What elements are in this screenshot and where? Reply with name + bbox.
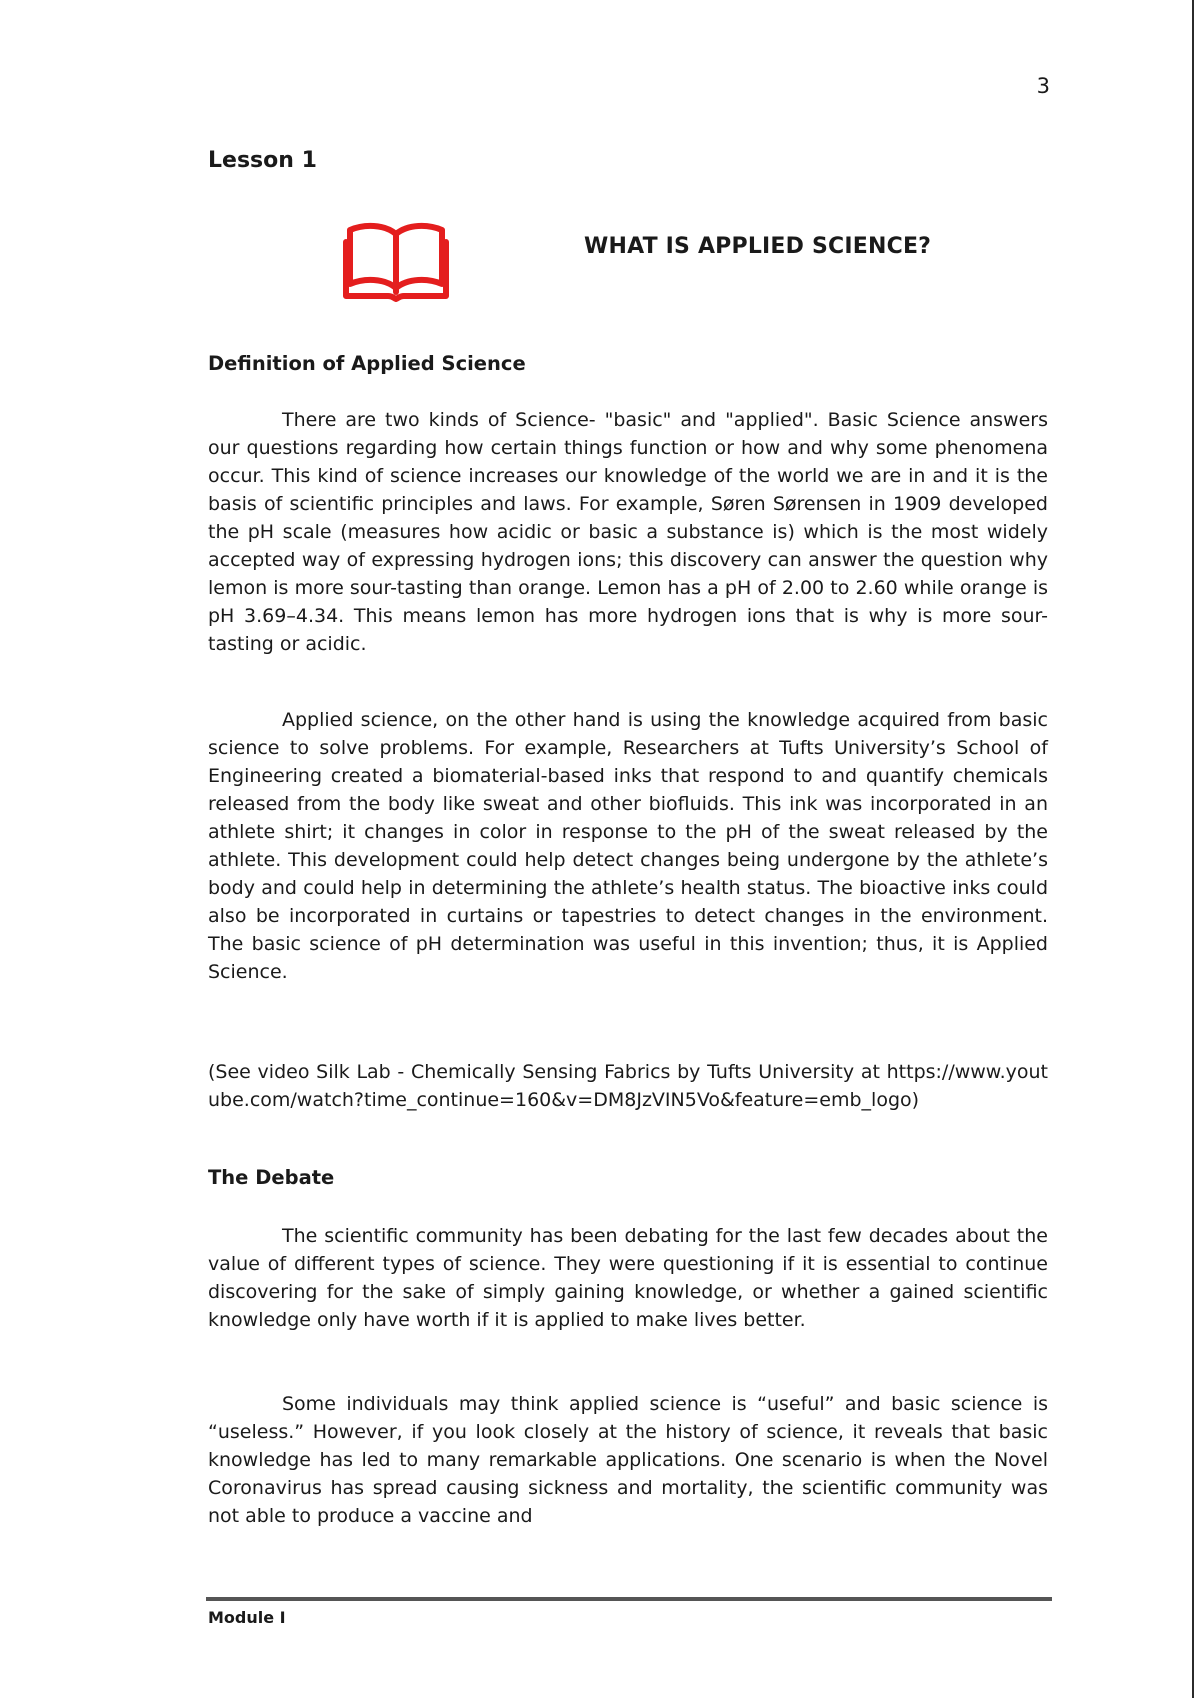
- video-note: (See video Silk Lab - Chemically Sensing Fabrics by Tufts University at: [208, 1061, 880, 1083]
- lesson-label: Lesson 1: [208, 148, 317, 173]
- footer-divider: [206, 1597, 1052, 1601]
- debate-paragraph-1: The scientific community has been debating for the last few decades about the value of different types of science. They were questioning if it is essential to continue discovering for the sake of simply gaining knowledge, or whether a gained scientific knowledge only have worth if it is applied to make lives better.: [208, 1225, 1048, 1331]
- video-link[interactable]: https://www.youtube.com/watch?time_continue=160&v=DM8JzVIN5Vo&feature=emb_logo): [208, 1061, 1049, 1111]
- section-heading-definition: Definition of Applied Science: [208, 352, 526, 375]
- video-reference: [208, 1058, 1048, 1114]
- footer-label: Module I: [208, 1608, 286, 1627]
- debate-paragraph-2: Some individuals may think applied science is “useful” and basic science is “useless.” However, if you look closely at the history of science, it reveals that basic knowledge has led to many remarkable applications. One scenario is when the Novel Coronavirus has spread causing sickness and mortality, the scientific community was not able to produce a vaccine and: [208, 1393, 1048, 1527]
- definition-paragraph-2: Applied science, on the other hand is using the knowledge acquired from basic science to solve problems. For example, Researchers at Tufts University’s School of Engineering created a biomaterial-based inks that respond to and quantify chemicals released from the body like sweat and other biofluids. This ink was incorporated in an athlete shirt; it changes in color in response to the pH of the sweat released by the athlete. This development could help detect changes being undergone by the athlete’s body and could help in determining the athlete’s health status. The bioactive inks could also be incorporated in curtains or tapestries to detect changes in the environment. The basic science of pH determination was useful in this invention; thus, it is Applied Science.: [208, 709, 1048, 983]
- page-title: WHAT IS APPLIED SCIENCE?: [584, 234, 932, 259]
- definition-paragraph-1: There are two kinds of Science- "basic" and "applied". Basic Science answers our questions regarding how certain things function or how and why some phenomena occur. This kind of science increases our knowledge of the world we are in and it is the basis of scientific principles and laws. For example, Søren Sørensen in 1909 developed the pH scale (measures how acidic or basic a substance is) which is the most widely accepted way of expressing hydrogen ions; this discovery can answer the question why lemon is more sour-tasting than orange. Lemon has a pH of 2.00 to 2.60 while orange is pH 3.69–4.34. This means lemon has more hydrogen ions that is why is more sour-tasting or acidic.: [208, 409, 1048, 655]
- page-number: 3: [1036, 74, 1050, 98]
- section-heading-debate: The Debate: [208, 1166, 335, 1189]
- open-book-icon: [342, 218, 450, 302]
